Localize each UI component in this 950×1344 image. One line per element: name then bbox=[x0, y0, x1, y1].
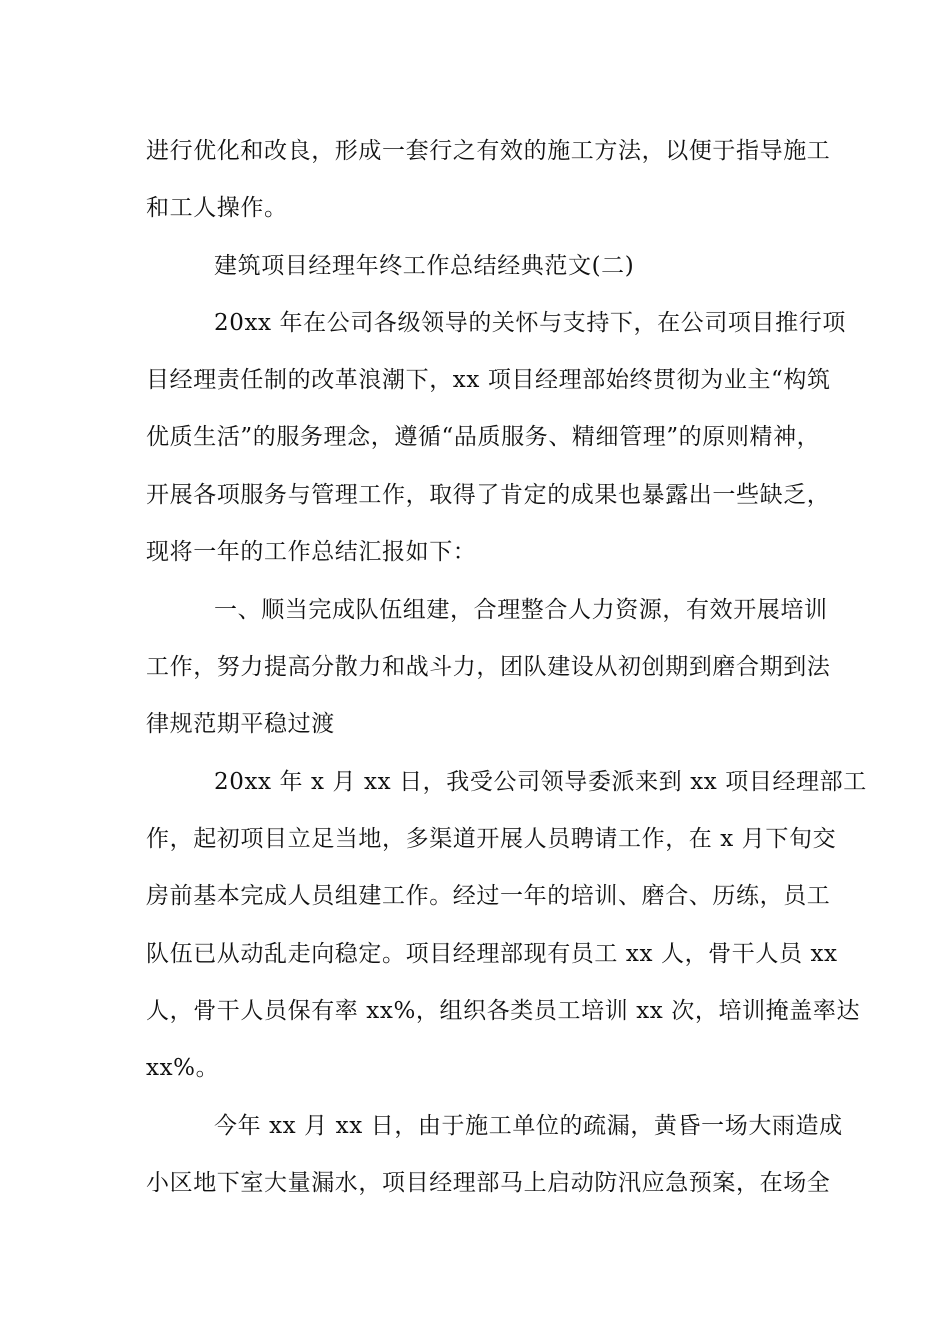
text-line: 今年 xx 月 xx 日，由于施工单位的疏漏，黄昏一场大雨造成 bbox=[214, 1113, 843, 1139]
text-line: 优质生活”的服务理念，遵循“品质服务、精细管理”的原则精神， bbox=[146, 424, 821, 450]
text-line: 20xx 年在公司各级领导的关怀与支持下，在公司项目推行项 bbox=[214, 310, 846, 336]
text-line: 进行优化和改良，形成一套行之有效的施工方法，以便于指导施工 bbox=[146, 138, 831, 164]
text-line: 队伍已从动乱走向稳定。项目经理部现有员工 xx 人，骨干人员 xx bbox=[146, 941, 838, 967]
subheading-line: 一、顺当完成队伍组建，合理整合人力资源，有效开展培训 bbox=[214, 597, 828, 623]
text-line: 作，起初项目立足当地，多渠道开展人员聘请工作，在 x 月下旬交 bbox=[146, 826, 837, 852]
text-line: 目经理责任制的改革浪潮下，xx 项目经理部始终贯彻为业主“构筑 bbox=[146, 367, 831, 393]
text-line: 20xx 年 x 月 xx 日，我受公司领导委派来到 xx 项目经理部工 bbox=[214, 769, 867, 795]
text-line: 小区地下室大量漏水，项目经理部马上启动防汛应急预案，在场全 bbox=[146, 1170, 831, 1196]
text-line: xx%。 bbox=[146, 1055, 220, 1081]
text-line: 房前基本完成人员组建工作。经过一年的培训、磨合、历练，员工 bbox=[146, 883, 831, 909]
text-line: 和工人操作。 bbox=[146, 195, 288, 221]
text-line: 开展各项服务与管理工作，取得了肯定的成果也暴露出一些缺乏， bbox=[146, 482, 831, 508]
text-line: 现将一年的工作总结汇报如下： bbox=[146, 539, 477, 565]
subheading-line: 律规范期平稳过渡 bbox=[146, 711, 335, 737]
text-line: 人，骨干人员保有率 xx%，组织各类员工培训 xx 次，培训掩盖率达 bbox=[146, 998, 861, 1024]
section-title: 建筑项目经理年终工作总结经典范文(二) bbox=[214, 253, 635, 279]
subheading-line: 工作，努力提高分散力和战斗力，团队建设从初创期到磨合期到法 bbox=[146, 654, 831, 680]
